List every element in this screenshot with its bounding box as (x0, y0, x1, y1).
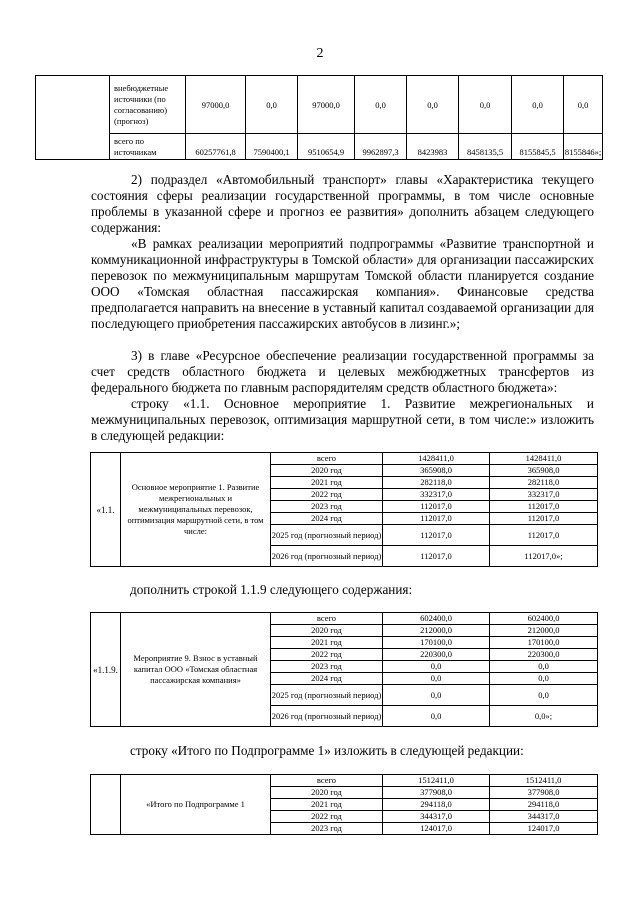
year-cell: 2020 год (271, 787, 383, 799)
value-cell: 112017,0 (383, 546, 490, 567)
value-cell: 170100,0 (383, 637, 490, 649)
paragraph-add: дополнить строкой 1.1.9 следующего содержания: (130, 582, 413, 597)
value-cell: 0,0 (512, 76, 564, 134)
row-label: внебюджетные источники (по согласованию) (прогноз) (110, 76, 186, 134)
value-cell: 377908,0 (490, 787, 598, 799)
year-cell: 2024 год (271, 513, 383, 525)
value-cell: 0,0 (490, 661, 598, 673)
row-description: Основное мероприятие 1. Развитие межрегиональных и межмуниципальных перевозок, оптимизация маршрутной сети, в том числе: (121, 453, 271, 567)
value-cell: 212000,0 (490, 625, 598, 637)
value-cell: 294118,0 (490, 799, 598, 811)
value-cell: 0,0 (246, 76, 298, 134)
value-cell: 344317,0 (490, 811, 598, 823)
year-cell: 2021 год (271, 799, 383, 811)
year-cell: 2022 год (271, 489, 383, 501)
year-cell: 2026 год (прогнозный период) (271, 706, 383, 727)
paragraph-row: строку «1.1. Основное мероприятие 1. Развитие межрегиональных и межмуниципальных перевозок, оптимизация маршрутной сети, в том числе:» изложить в следующей редакции: (91, 396, 594, 443)
value-cell: 1428411,0 (383, 453, 490, 465)
year-cell: 2021 год (271, 637, 383, 649)
year-cell: всего (271, 613, 383, 625)
value-cell: 332317,0 (490, 489, 598, 501)
value-cell: 112017,0 (383, 513, 490, 525)
table-row (36, 76, 603, 134)
value-cell: 0,0 (383, 685, 490, 706)
value-cell: 294118,0 (383, 799, 490, 811)
program-table-1-1-9 (90, 612, 598, 727)
paragraph-itogo: строку «Итого по Подпрограмме 1» изложить в следующей редакции: (130, 743, 524, 758)
value-cell: 344317,0 (383, 811, 490, 823)
year-cell: 2024 год (271, 673, 383, 685)
value-cell: 212000,0 (383, 625, 490, 637)
value-cell: 0,0 (407, 76, 459, 134)
value-cell: 124017,0 (490, 823, 598, 835)
value-cell: 97000,0 (298, 76, 355, 134)
year-cell: 2023 год (271, 501, 383, 513)
paragraph-2: 2) подраздел «Автомобильный транспорт» главы «Характеристика текущего состояния сферы реализации государственной программы, в том числе основные проблемы в указанной сфере и прогноз ее развития» дополнить абзацем следующего содержания: (91, 172, 594, 235)
value-cell: 377908,0 (383, 787, 490, 799)
value-cell: 0,0 (490, 673, 598, 685)
value-cell: 365908,0 (490, 465, 598, 477)
empty-cell (91, 775, 121, 835)
table-row (36, 134, 603, 160)
value-cell: 9510654,9 (298, 134, 355, 160)
year-cell: 2025 год (прогнозный период) (271, 685, 383, 706)
value-cell: 8458135,5 (459, 134, 512, 160)
value-cell: 1512411,0 (490, 775, 598, 787)
value-cell: 1512411,0 (383, 775, 490, 787)
year-cell: 2022 год (271, 811, 383, 823)
value-cell: 0,0 (490, 685, 598, 706)
row-code: «1.1.9. (91, 613, 121, 727)
value-cell: 0,0 (383, 706, 490, 727)
value-cell: 112017,0 (490, 513, 598, 525)
value-cell: 9962897,3 (355, 134, 407, 160)
value-cell: 602400,0 (383, 613, 490, 625)
program-table-1-1 (90, 452, 598, 567)
year-cell: всего (271, 453, 383, 465)
value-cell: 112017,0 (490, 525, 598, 546)
value-cell: 112017,0 (383, 501, 490, 513)
value-cell: 7590400,1 (246, 134, 298, 160)
value-cell: 0,0 (355, 76, 407, 134)
value-cell: 602400,0 (490, 613, 598, 625)
year-cell: 2023 год (271, 661, 383, 673)
row-description: «Итого по Подпрограмме 1 (121, 775, 271, 835)
value-cell: 0,0 (459, 76, 512, 134)
value-cell: 0,0 (383, 673, 490, 685)
value-cell: 332317,0 (383, 489, 490, 501)
value-cell: 60257761,8 (186, 134, 246, 160)
value-cell: 1428411,0 (490, 453, 598, 465)
value-cell: 112017,0 (383, 525, 490, 546)
value-cell: 170100,0 (490, 637, 598, 649)
year-cell: 2025 год (прогнозный период) (271, 525, 383, 546)
year-cell: 2026 год (прогнозный период) (271, 546, 383, 567)
value-cell: 0,0 (564, 76, 603, 134)
value-cell: 220300,0 (383, 649, 490, 661)
paragraph-quote: «В рамках реализации мероприятий подпрограммы «Развитие транспортной и коммуникационной инфраструктуры в Томской области» для организации пассажирских перевозок по межмуниципальным маршрутам Томской области планируется создание ООО «Томская областная пассажирская компания». Финансовые средства предполагается направить на внесение в уставный капитал создаваемой организации для последующего приобретения пассажирских автобусов в лизинг.»; (91, 236, 594, 331)
value-cell: 97000,0 (186, 76, 246, 134)
value-cell: 365908,0 (383, 465, 490, 477)
row-label: всего по источникам (110, 134, 186, 160)
table-row (91, 613, 598, 625)
page-number: 2 (316, 46, 324, 61)
table-row (91, 775, 598, 787)
value-cell: 8155846»; (564, 134, 603, 160)
value-cell: 112017,0»; (490, 546, 598, 567)
value-cell: 112017,0 (490, 501, 598, 513)
value-cell: 8423983 (407, 134, 459, 160)
value-cell: 282118,0 (490, 477, 598, 489)
year-cell: 2022 год (271, 649, 383, 661)
year-cell: 2020 год (271, 465, 383, 477)
value-cell: 220300,0 (490, 649, 598, 661)
value-cell: 124017,0 (383, 823, 490, 835)
year-cell: 2023 год (271, 823, 383, 835)
year-cell: 2020 год (271, 625, 383, 637)
value-cell: 0,0 (383, 661, 490, 673)
table-row (91, 453, 598, 465)
year-cell: всего (271, 775, 383, 787)
empty-cell (36, 76, 110, 160)
paragraph-3: 3) в главе «Ресурсное обеспечение реализации государственной программы за счет средств областного бюджета и целевых межбюджетных трансфертов из федерального бюджета по главным распорядителям средств областного бюджета»: (91, 348, 594, 395)
value-cell: 8155845,5 (512, 134, 564, 160)
top-budget-table (35, 75, 603, 160)
program-table-itogo (90, 774, 598, 835)
row-code: «1.1. (91, 453, 121, 567)
year-cell: 2021 год (271, 477, 383, 489)
value-cell: 282118,0 (383, 477, 490, 489)
row-description: Мероприятие 9. Взнос в уставный капитал ООО «Томская областная пассажирская компания» (121, 613, 271, 727)
value-cell: 0,0»; (490, 706, 598, 727)
